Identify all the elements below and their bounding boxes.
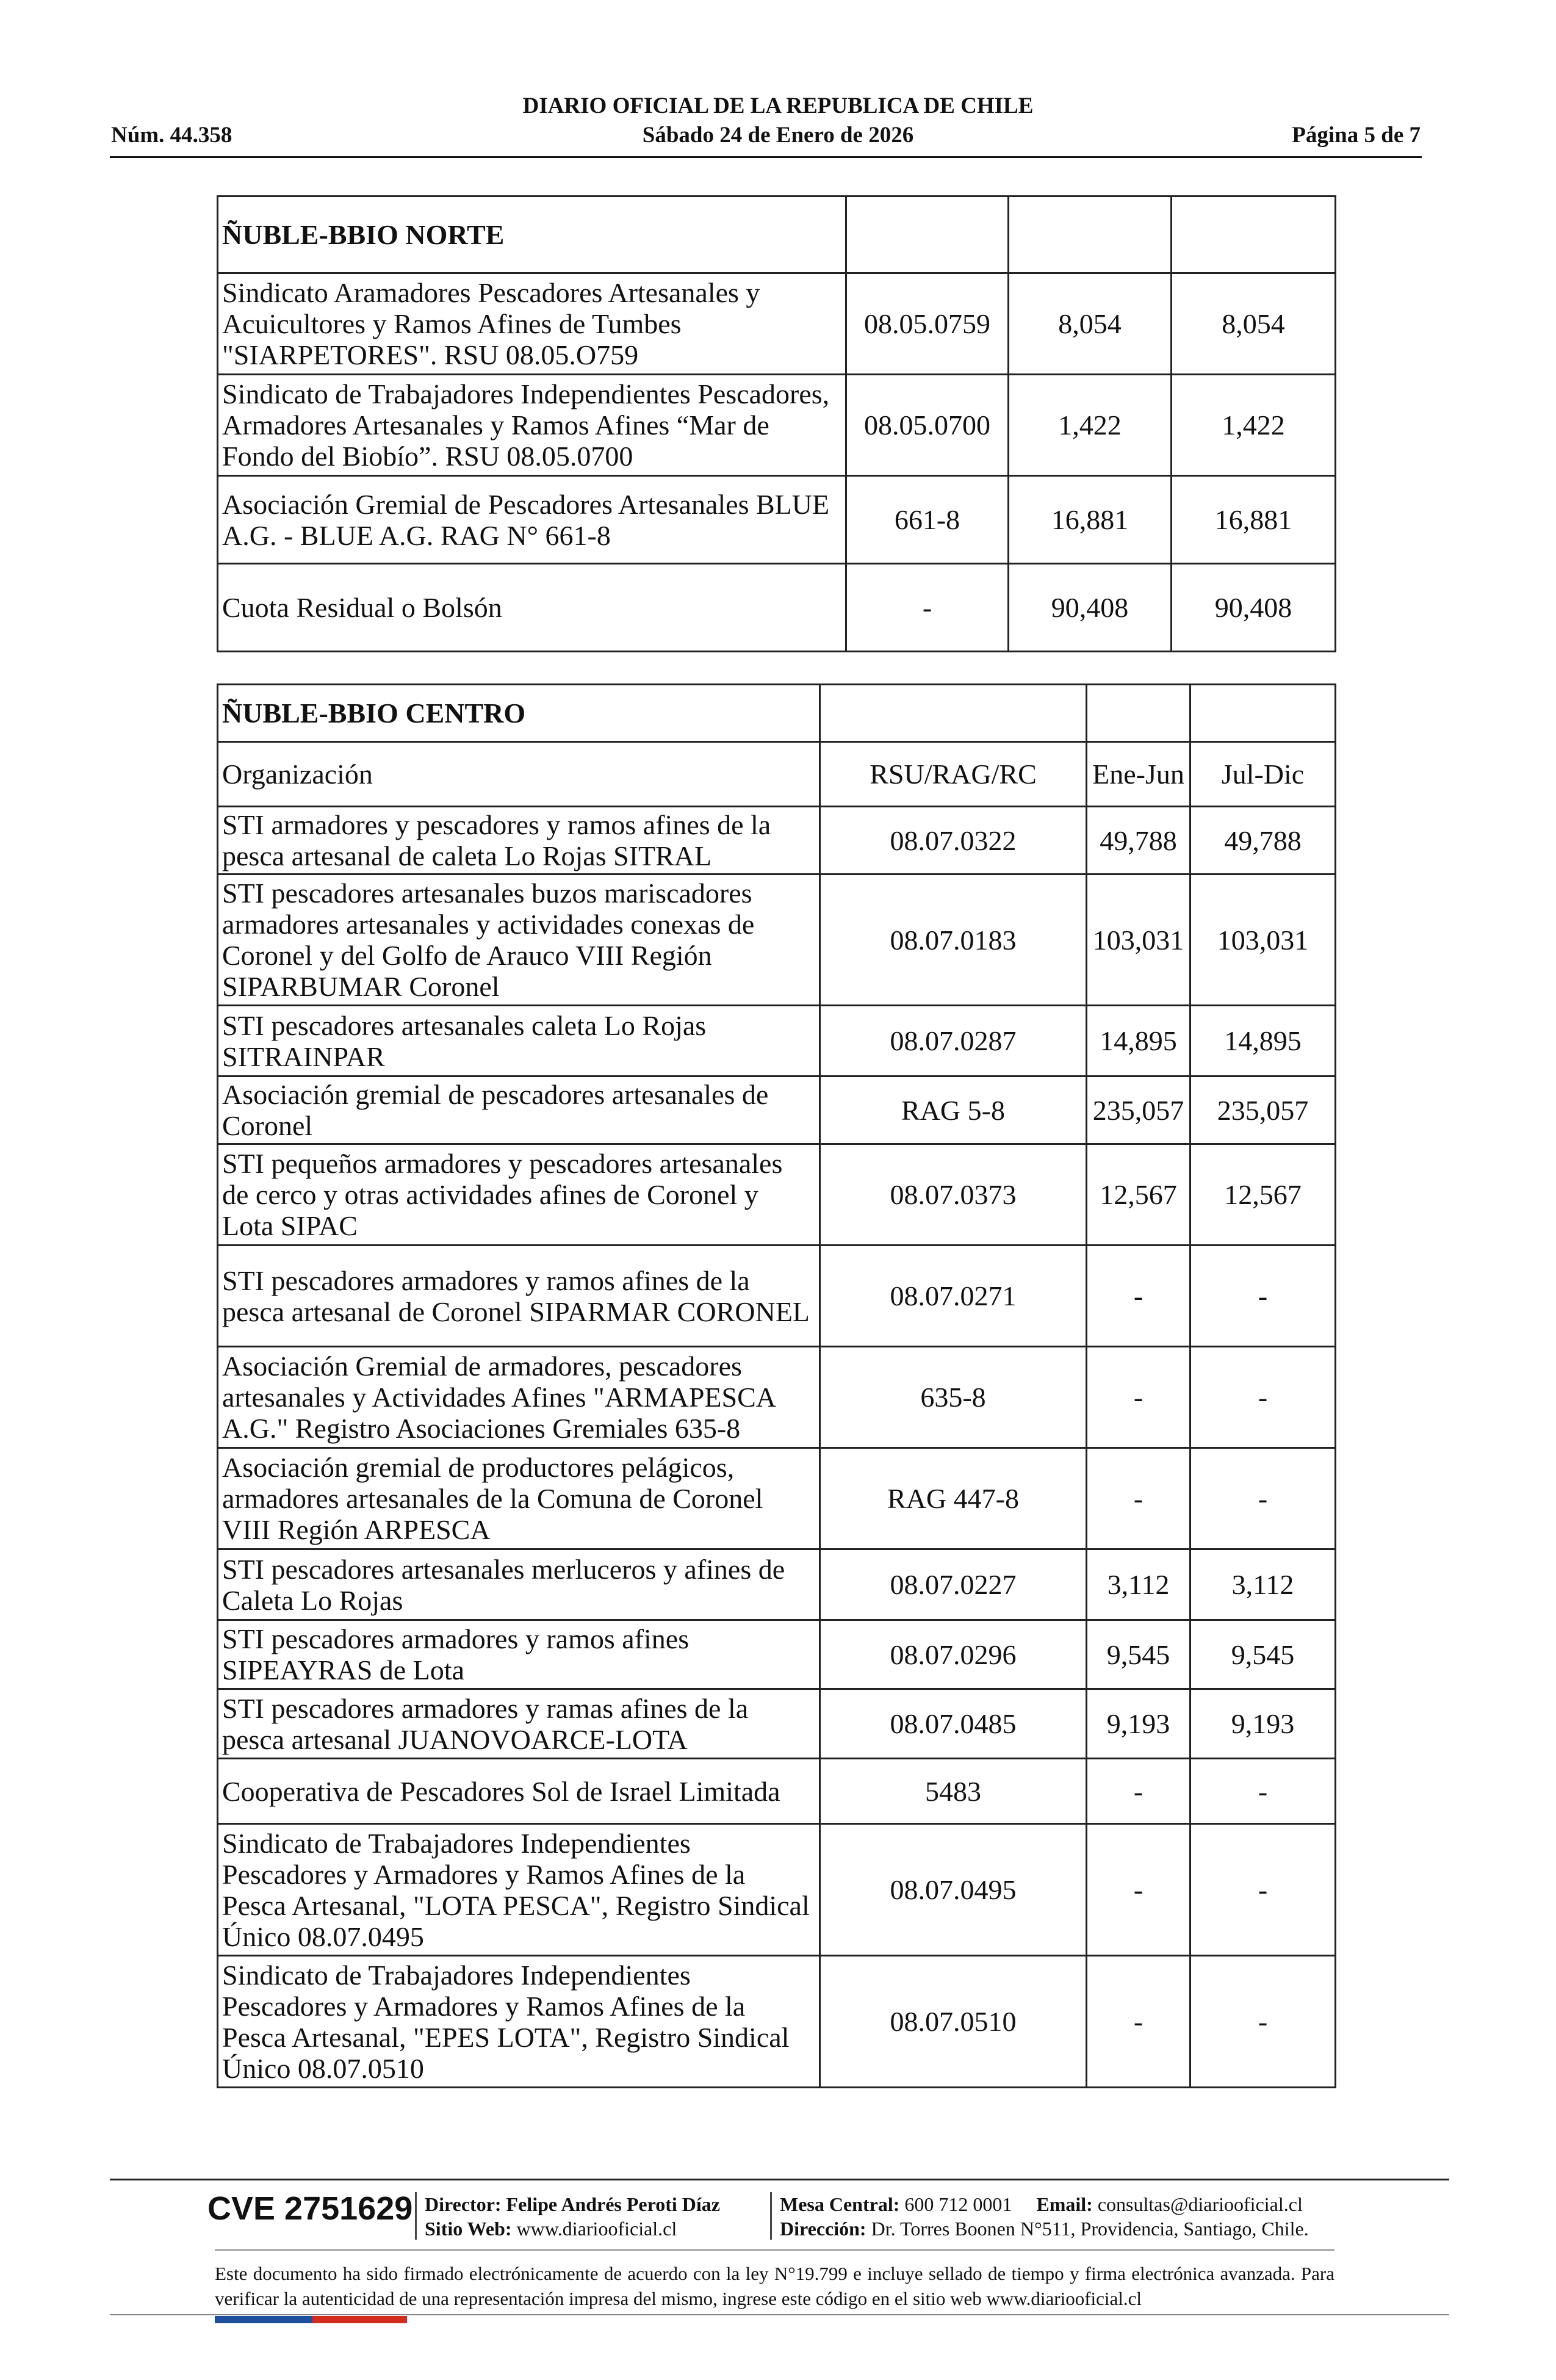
section-title: ÑUBLE-BBIO CENTRO <box>218 685 820 742</box>
address-label: Dirección: <box>780 2218 866 2240</box>
footer-contact-block <box>780 2192 1309 2241</box>
table-nuble-bbio-norte <box>217 195 1336 652</box>
mesa-central-label: Mesa Central: <box>780 2193 900 2215</box>
org-cell: Asociación Gremial de armadores, pescadores artesanales y Actividades Afines "ARMAPESCA A.G." Registro Asociaciones Gremiales 635-8 <box>218 1347 820 1448</box>
table-row <box>218 1549 1336 1620</box>
ene-jun-cell: - <box>1087 1448 1190 1549</box>
jul-dic-cell: - <box>1190 1759 1336 1824</box>
empty-cell <box>1009 197 1172 273</box>
code-cell: 5483 <box>820 1759 1087 1824</box>
org-cell: STI pescadores artesanales caleta Lo Rojas SITRAINPAR <box>218 1006 820 1076</box>
footer-separator <box>415 2192 417 2240</box>
ene-jun-cell: 103,031 <box>1087 874 1190 1006</box>
code-cell: 08.05.0700 <box>846 375 1009 476</box>
ene-jun-cell: - <box>1087 1347 1190 1448</box>
issue-number: Núm. 44.358 <box>111 123 232 148</box>
code-cell: 08.05.0759 <box>846 273 1009 375</box>
org-cell: STI armadores y pescadores y ramos afines de la pesca artesanal de caleta Lo Rojas SITRAL <box>218 807 820 874</box>
org-cell: Sindicato Aramadores Pescadores Artesanales y Acuicultores y Ramos Afines de Tumbes "SIARPETORES". RSU 08.05.O759 <box>218 273 846 375</box>
code-cell: RAG 5-8 <box>820 1076 1087 1144</box>
footer-director-block <box>425 2192 720 2241</box>
code-cell: - <box>846 564 1009 652</box>
director-label: Director: <box>425 2193 502 2215</box>
table-row <box>218 1448 1336 1549</box>
website-link[interactable]: www.diariooficial.cl <box>516 2218 677 2240</box>
jul-dic-cell: 103,031 <box>1190 874 1336 1006</box>
table-row <box>218 1759 1336 1824</box>
jul-dic-cell: 12,567 <box>1190 1144 1336 1246</box>
org-cell: Cooperativa de Pescadores Sol de Israel Limitada <box>218 1759 820 1824</box>
org-cell: Asociación gremial de productores pelágicos, armadores artesanales de la Comuna de Coronel VIII Región ARPESCA <box>218 1448 820 1549</box>
ene-jun-cell: 3,112 <box>1087 1549 1190 1620</box>
table-row <box>218 1620 1336 1689</box>
empty-cell <box>846 197 1009 273</box>
ene-jun-cell: - <box>1087 1759 1190 1824</box>
code-cell: 08.07.0373 <box>820 1144 1087 1246</box>
org-cell: Cuota Residual o Bolsón <box>218 564 846 652</box>
table-row <box>218 1006 1336 1076</box>
publication-title: DIARIO OFICIAL DE LA REPUBLICA DE CHILE <box>522 93 1034 118</box>
jul-dic-cell: 1,422 <box>1172 375 1336 476</box>
ene-jun-cell: - <box>1087 1956 1190 2088</box>
jul-dic-cell: - <box>1190 1956 1336 2088</box>
code-cell: 635-8 <box>820 1347 1087 1448</box>
ene-jun-cell: - <box>1087 1824 1190 1956</box>
jul-dic-cell: - <box>1190 1246 1336 1347</box>
org-cell: Sindicato de Trabajadores Independientes Pescadores y Armadores y Ramos Afines de la Pesca Artesanal, "LOTA PESCA", Registro Sindical Único 08.07.0495 <box>218 1824 820 1956</box>
cve-code: CVE 2751629 <box>207 2190 413 2227</box>
jul-dic-cell: - <box>1190 1347 1336 1448</box>
mesa-central-phone: 600 712 0001 <box>904 2193 1012 2215</box>
table-row <box>218 1246 1336 1347</box>
column-header-jul-dic: Jul-Dic <box>1190 742 1336 807</box>
table-row <box>218 273 1336 375</box>
table-header-row <box>218 197 1336 273</box>
jul-dic-cell: 90,408 <box>1172 564 1336 652</box>
ene-jun-cell: 9,193 <box>1087 1689 1190 1759</box>
column-header-organizacion: Organización <box>218 742 820 807</box>
legal-notice: Este documento ha sido firmado electrónicamente de acuerdo con la ley N°19.799 e incluye sellado de tiempo y firma electrónica avanzada. Para verificar la autenticidad de una representación impresa del mismo, ingrese este código en el sitio web www.diariooficial.cl <box>215 2263 1334 2309</box>
email-link[interactable]: consultas@diariooficial.cl <box>1097 2193 1303 2215</box>
column-header-rsu-rag-rc: RSU/RAG/RC <box>820 742 1087 807</box>
address-value: Dr. Torres Boonen N°511, Providencia, Santiago, Chile. <box>871 2218 1309 2240</box>
empty-cell <box>1087 685 1190 742</box>
org-cell: STI pescadores armadores y ramos afines de la pesca artesanal de Coronel SIPARMAR CORONEL <box>218 1246 820 1347</box>
code-cell: 08.07.0227 <box>820 1549 1087 1620</box>
table-row <box>218 476 1336 564</box>
empty-cell <box>1190 685 1336 742</box>
org-cell: Asociación Gremial de Pescadores Artesanales BLUE A.G. - BLUE A.G. RAG N° 661-8 <box>218 476 846 564</box>
org-cell: STI pescadores armadores y ramas afines de la pesca artesanal JUANOVOARCE-LOTA <box>218 1689 820 1759</box>
jul-dic-cell: 49,788 <box>1190 807 1336 874</box>
footer-bottom-rule <box>110 2314 1449 2315</box>
page-indicator: Página 5 de 7 <box>1292 123 1421 148</box>
code-cell: 661-8 <box>846 476 1009 564</box>
table-row <box>218 1824 1336 1956</box>
org-cell: STI pequeños armadores y pescadores artesanales de cerco y otras actividades afines de Coronel y Lota SIPAC <box>218 1144 820 1246</box>
table-row <box>218 1689 1336 1759</box>
code-cell: 08.07.0271 <box>820 1246 1087 1347</box>
ene-jun-cell: - <box>1087 1246 1190 1347</box>
code-cell: 08.07.0287 <box>820 1006 1087 1076</box>
org-cell: Asociación gremial de pescadores artesanales de Coronel <box>218 1076 820 1144</box>
jul-dic-cell: 8,054 <box>1172 273 1336 375</box>
website-label: Sitio Web: <box>425 2218 512 2240</box>
column-header-row <box>218 742 1336 807</box>
jul-dic-cell: 3,112 <box>1190 1549 1336 1620</box>
ene-jun-cell: 12,567 <box>1087 1144 1190 1246</box>
table-row <box>218 1076 1336 1144</box>
code-cell: 08.07.0296 <box>820 1620 1087 1689</box>
email-label: Email: <box>1036 2193 1093 2215</box>
ene-jun-cell: 90,408 <box>1009 564 1172 652</box>
table-row <box>218 807 1336 874</box>
ene-jun-cell: 235,057 <box>1087 1076 1190 1144</box>
section-title: ÑUBLE-BBIO NORTE <box>218 197 846 273</box>
org-cell: Sindicato de Trabajadores Independientes Pescadores, Armadores Artesanales y Ramos Afines “Mar de Fondo del Biobío”. RSU 08.05.0700 <box>218 375 846 476</box>
table-nuble-bbio-centro <box>217 683 1336 2088</box>
code-cell: 08.07.0510 <box>820 1956 1087 2088</box>
table-row <box>218 1956 1336 2088</box>
jul-dic-cell: - <box>1190 1824 1336 1956</box>
ene-jun-cell: 1,422 <box>1009 375 1172 476</box>
table-row <box>218 1347 1336 1448</box>
code-cell: RAG 447-8 <box>820 1448 1087 1549</box>
jul-dic-cell: 235,057 <box>1190 1076 1336 1144</box>
org-cell: Sindicato de Trabajadores Independientes Pescadores y Armadores y Ramos Afines de la Pesca Artesanal, "EPES LOTA", Registro Sindical Único 08.07.0510 <box>218 1956 820 2088</box>
table-header-row <box>218 685 1336 742</box>
ene-jun-cell: 9,545 <box>1087 1620 1190 1689</box>
org-cell: STI pescadores artesanales merluceros y afines de Caleta Lo Rojas <box>218 1549 820 1620</box>
table-row <box>218 375 1336 476</box>
director-name: Felipe Andrés Peroti Díaz <box>506 2193 720 2215</box>
table-row <box>218 874 1336 1006</box>
table-row <box>218 564 1336 652</box>
org-cell: STI pescadores artesanales buzos mariscadores armadores artesanales y actividades conexas de Coronel y del Golfo de Arauco VIII Región SIPARBUMAR Coronel <box>218 874 820 1006</box>
jul-dic-cell: 9,193 <box>1190 1689 1336 1759</box>
issue-date: Sábado 24 de Enero de 2026 <box>642 123 914 148</box>
header-divider <box>110 156 1422 158</box>
jul-dic-cell: 14,895 <box>1190 1006 1336 1076</box>
footer-mid-rule <box>215 2249 1334 2251</box>
ene-jun-cell: 14,895 <box>1087 1006 1190 1076</box>
ene-jun-cell: 49,788 <box>1087 807 1190 874</box>
table-row <box>218 1144 1336 1246</box>
footer-top-rule <box>110 2179 1449 2180</box>
jul-dic-cell: 16,881 <box>1172 476 1336 564</box>
code-cell: 08.07.0495 <box>820 1824 1087 1956</box>
flag-bar-red <box>312 2316 407 2323</box>
jul-dic-cell: - <box>1190 1448 1336 1549</box>
jul-dic-cell: 9,545 <box>1190 1620 1336 1689</box>
code-cell: 08.07.0183 <box>820 874 1087 1006</box>
ene-jun-cell: 16,881 <box>1009 476 1172 564</box>
code-cell: 08.07.0485 <box>820 1689 1087 1759</box>
ene-jun-cell: 8,054 <box>1009 273 1172 375</box>
empty-cell <box>1172 197 1336 273</box>
code-cell: 08.07.0322 <box>820 807 1087 874</box>
column-header-ene-jun: Ene-Jun <box>1087 742 1190 807</box>
footer-separator <box>770 2192 772 2240</box>
empty-cell <box>820 685 1087 742</box>
flag-bar-blue <box>215 2316 312 2323</box>
org-cell: STI pescadores armadores y ramos afines SIPEAYRAS de Lota <box>218 1620 820 1689</box>
